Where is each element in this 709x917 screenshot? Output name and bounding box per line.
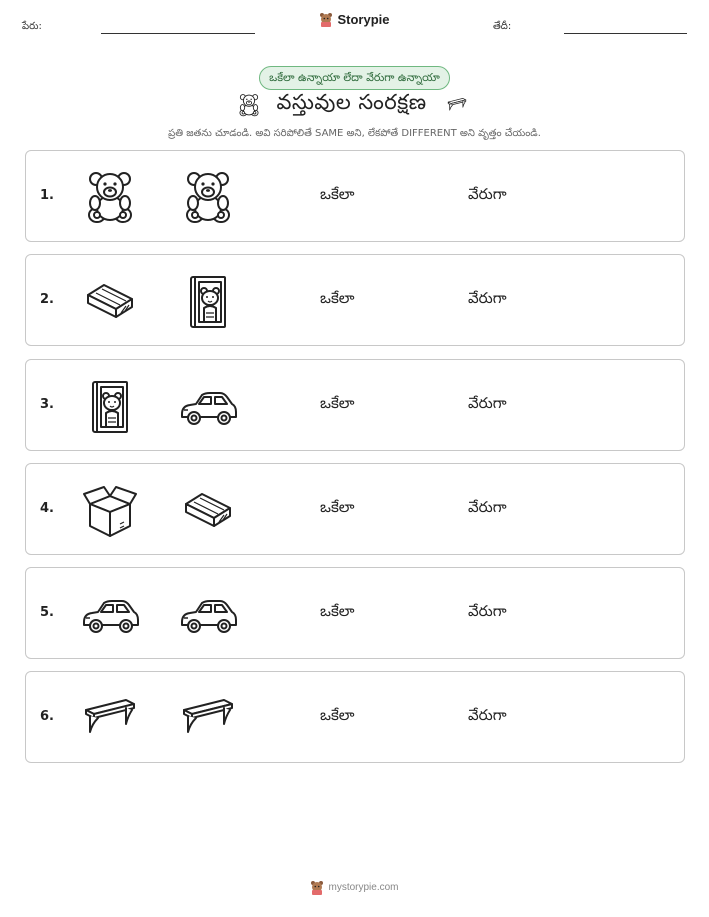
shelf-icon xyxy=(80,688,140,748)
block-icon xyxy=(178,480,238,540)
brand xyxy=(0,12,709,27)
question-number: 2. xyxy=(40,292,54,307)
question-row xyxy=(25,567,685,659)
date-line[interactable] xyxy=(564,33,687,34)
question-number: 1. xyxy=(40,188,54,203)
same-option[interactable]: ఒకేలా xyxy=(320,706,355,724)
question-number: 4. xyxy=(40,501,54,516)
same-option[interactable]: ఒకేలా xyxy=(320,185,355,203)
car-icon xyxy=(178,584,238,644)
date-label: తేదీ: xyxy=(493,21,512,32)
footer-url[interactable]: mystorypie.com xyxy=(328,882,399,893)
name-line[interactable] xyxy=(101,33,255,34)
different-option[interactable]: వేరుగా xyxy=(468,185,507,203)
same-option[interactable]: ఒకేలా xyxy=(320,498,355,516)
car-icon xyxy=(80,584,140,644)
name-label: పేరు: xyxy=(22,21,42,32)
same-option[interactable]: ఒకేలా xyxy=(320,289,355,307)
different-option[interactable]: వేరుగా xyxy=(468,289,507,307)
topic-badge: ఒకేలా ఉన్నాయా లేదా వేరుగా ఉన్నాయా xyxy=(259,66,450,90)
teddy-bear-icon xyxy=(80,167,140,227)
book-icon xyxy=(178,271,238,331)
teddy-bear-icon xyxy=(236,91,262,119)
question-number: 3. xyxy=(40,397,54,412)
shelf-icon xyxy=(178,688,238,748)
question-row xyxy=(25,463,685,555)
brand-name: Storypie xyxy=(337,12,390,27)
question-number: 6. xyxy=(40,709,54,724)
question-row xyxy=(25,671,685,763)
same-option[interactable]: ఒకేలా xyxy=(320,602,355,620)
different-option[interactable]: వేరుగా xyxy=(468,706,507,724)
footer xyxy=(0,880,709,895)
different-option[interactable]: వేరుగా xyxy=(468,394,507,412)
question-row xyxy=(25,150,685,242)
storypie-logo-icon xyxy=(310,880,324,895)
question-row xyxy=(25,254,685,346)
instructions: ప్రతి జతను చూడండి. అవి సరిపోలితే SAME అని, లేకపోతే DIFFERENT అని వృత్తం చేయండి. xyxy=(168,128,541,139)
block-icon xyxy=(80,271,140,331)
car-icon xyxy=(178,376,238,436)
shelf-icon xyxy=(441,94,473,116)
book-icon xyxy=(80,376,140,436)
page-title: వస్తువుల సంరక్షణ xyxy=(276,90,427,114)
same-option[interactable]: ఒకేలా xyxy=(320,394,355,412)
box-icon xyxy=(80,480,140,540)
different-option[interactable]: వేరుగా xyxy=(468,602,507,620)
different-option[interactable]: వేరుగా xyxy=(468,498,507,516)
question-number: 5. xyxy=(40,605,54,620)
teddy-bear-icon xyxy=(178,167,238,227)
question-row xyxy=(25,359,685,451)
storypie-logo-icon xyxy=(319,12,333,27)
